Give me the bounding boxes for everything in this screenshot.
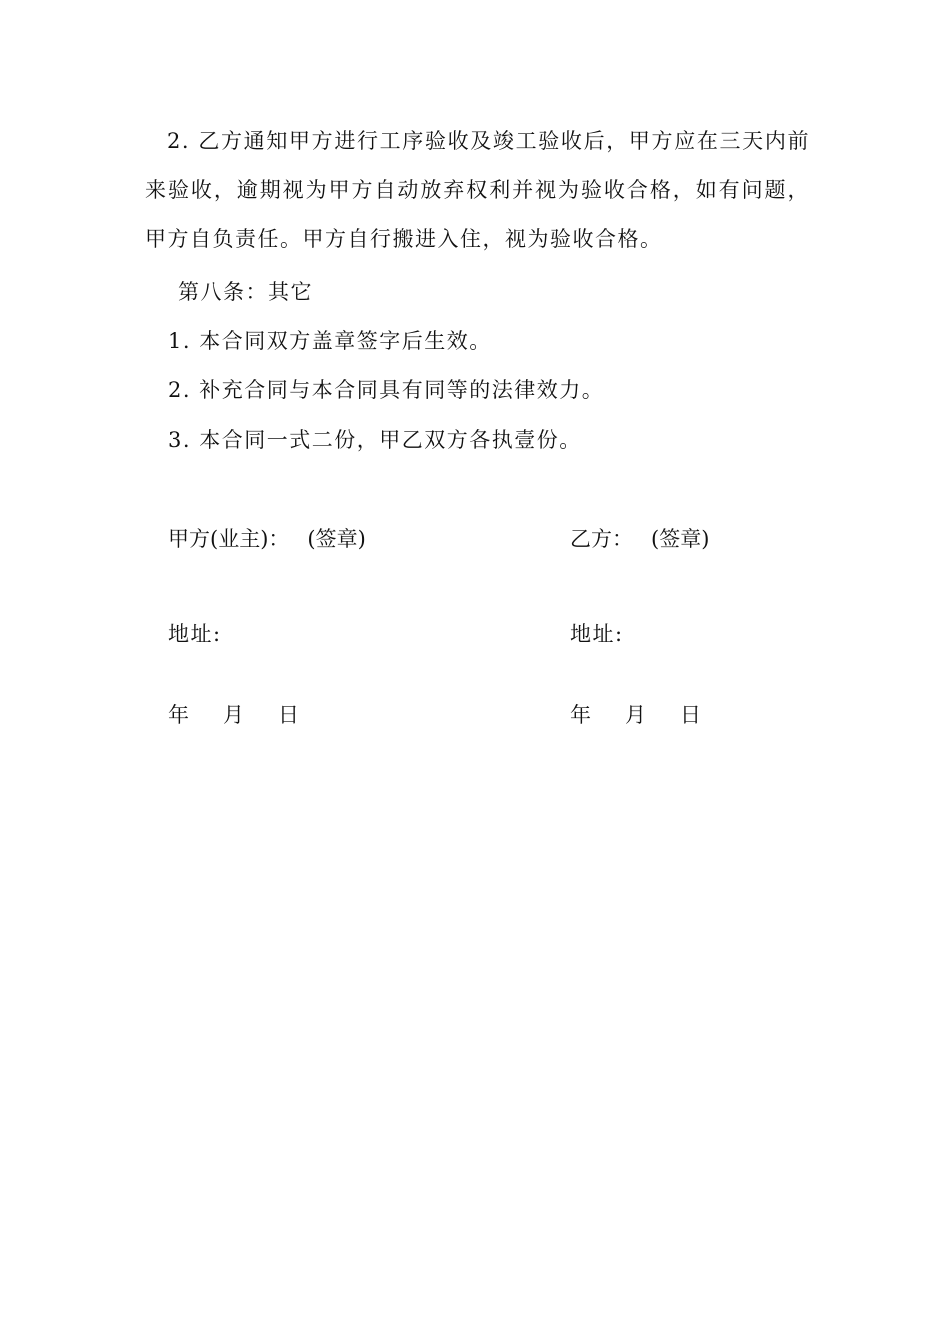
party-a-month: 月	[223, 703, 244, 727]
party-a-label: 甲方(业主)：	[168, 527, 290, 551]
party-a-day: 日	[278, 703, 299, 727]
article-8-item-1: 1. 本合同双方盖章签字后生效。	[168, 329, 492, 353]
party-b-seal: (签章)	[651, 527, 710, 551]
article-8-item-2: 2. 补充合同与本合同具有同等的法律效力。	[168, 378, 605, 402]
party-b-date	[570, 700, 701, 730]
article-8-item-3: 3. 本合同一式二份，甲乙双方各执壹份。	[168, 428, 582, 452]
clause-7-item-2: 2. 乙方通知甲方进行工序验收及竣工验收后，甲方应在三天内前来验收，逾期视为甲方自动放弃权利并视为验收合格，如有问题，甲方自负责任。甲方自行搬进入住，视为验收合格。	[145, 129, 810, 251]
party-b-address-label: 地址:	[570, 622, 624, 646]
party-a-signature-line	[168, 524, 366, 554]
party-b-label: 乙方：	[570, 527, 633, 551]
article-8-heading: 第八条：其它	[178, 280, 313, 304]
party-a-year: 年	[168, 703, 189, 727]
party-a-seal: (签章)	[307, 527, 366, 551]
party-b-day: 日	[680, 703, 701, 727]
party-a-address-label: 地址:	[168, 622, 222, 646]
party-a-date	[168, 700, 299, 730]
party-b-month: 月	[625, 703, 646, 727]
party-b-year: 年	[570, 703, 591, 727]
party-b-signature-line	[570, 524, 709, 554]
